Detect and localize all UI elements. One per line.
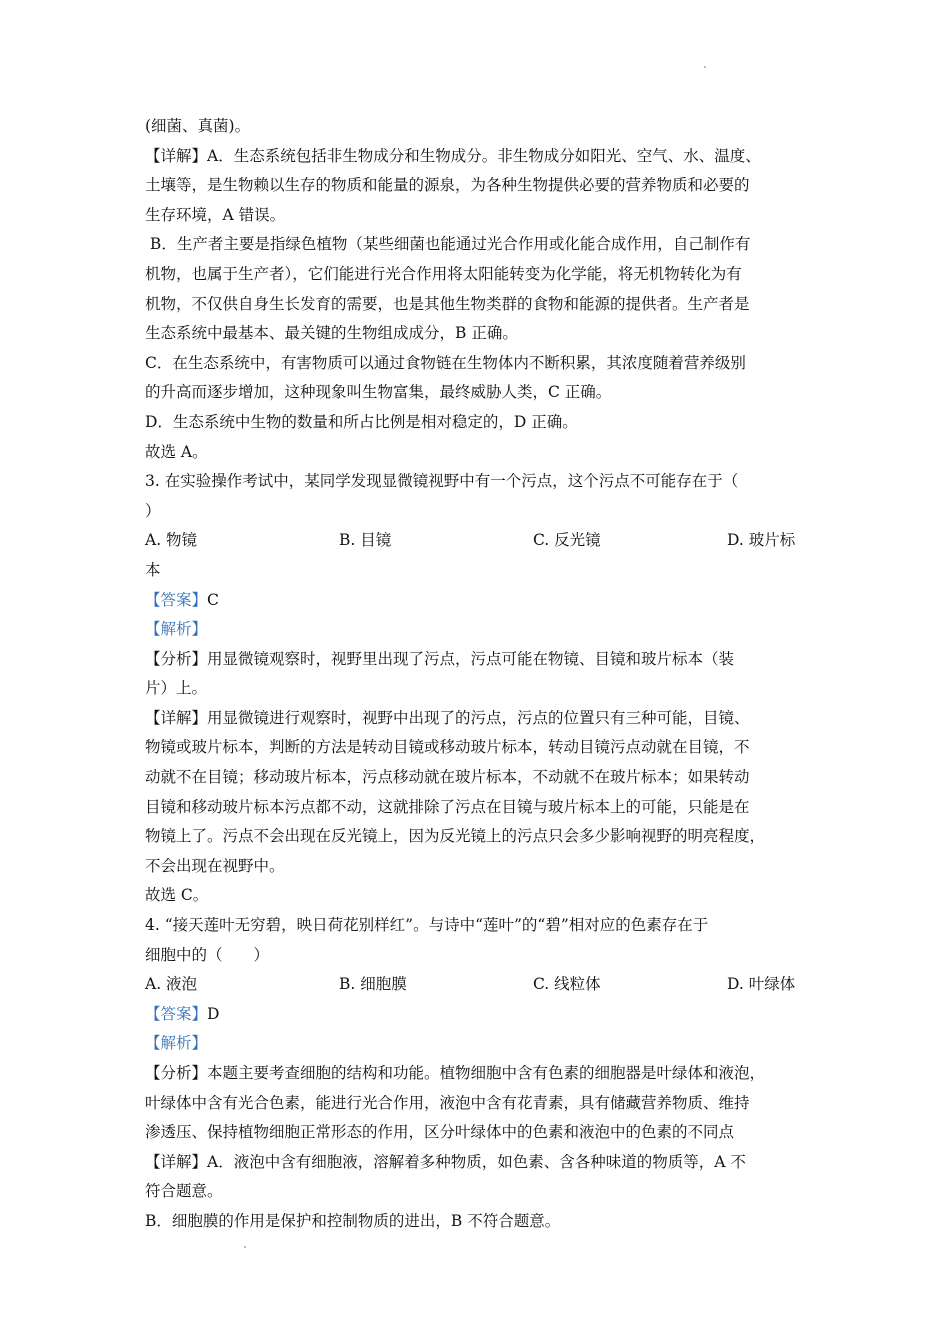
question-4-stem: 4. “接天莲叶无穷碧，映日荷花别样红”。与诗中“莲叶”的“碧”相对应的色素存在于 [145, 916, 709, 935]
page-mark-top [704, 66, 706, 68]
text-line: C．在生态系统中，有害物质可以通过食物链在生物体内不断积累，其浓度随着营养级别 [145, 353, 746, 372]
answer-label: 【答案】 [145, 590, 208, 609]
question-4-answer [145, 1000, 810, 1030]
analysis-label: 【解析】 [145, 620, 208, 639]
document-page [145, 112, 810, 1237]
text-line: (细菌、真菌)。 [145, 117, 251, 135]
text-line: 渗透压、保持植物细胞正常形态的作用，区分叶绿体中的色素和液泡中的色素的不同点 [145, 1123, 735, 1142]
text-line: 【分析】本题主要考查细胞的结构和功能。植物细胞中含有色素的细胞器是叶绿体和液泡， [145, 1064, 766, 1082]
text-line: 物镜或玻片标本，判断的方法是转动目镜或移动玻片标本，转动目镜污点动就在目镜，不 [145, 738, 750, 757]
option-c: C. 线粒体 [533, 975, 601, 994]
option-b: B. 目镜 [339, 531, 392, 550]
option-a: A. 物镜 [145, 531, 198, 550]
text-line: 【详解】A．生态系统包括非生物成分和生物成分。非生物成分如阳光、空气、水、温度、 [145, 146, 761, 165]
option-d-wrap: 本 [145, 560, 161, 579]
text-line: 故选 A。 [145, 442, 208, 461]
text-line: 目镜和移动玻片标本污点都不动，这就排除了污点在目镜与玻片标本上的可能，只能是在 [145, 797, 750, 816]
option-b: B. 细胞膜 [339, 975, 407, 994]
option-d: D. 叶绿体 [727, 975, 796, 994]
question-3-stem-end: ） [145, 501, 161, 520]
question-3-options [145, 526, 810, 556]
text-line: D．生态系统中生物的数量和所占比例是相对稳定的，D 正确。 [145, 412, 578, 431]
text-line: 生态系统中最基本、最关键的生物组成成分，B 正确。 [145, 324, 518, 343]
text-line: 机物，也属于生产者），它们能进行光合作用将太阳能转变为化学能，将无机物转化为有 [145, 264, 742, 283]
text-line: 【分析】用显微镜观察时，视野里出现了污点，污点可能在物镜、目镜和玻片标本（装 [145, 649, 735, 668]
text-line: 物镜上了。污点不会出现在反光镜上，因为反光镜上的污点只会多少影响视野的明亮程度， [145, 827, 766, 846]
question-4-stem-end: 细胞中的（ ） [145, 945, 270, 964]
page-mark-bottom [244, 1246, 246, 1248]
question-3-stem: 3. 在实验操作考试中，某同学发现显微镜视野中有一个污点，这个污点不可能存在于（ [145, 472, 739, 491]
text-line: 故选 C。 [145, 886, 209, 905]
question-3-answer [145, 586, 810, 616]
text-line: 机物，不仅供自身生长发育的需要，也是其他生物类群的食物和能源的提供者。生产者是 [145, 294, 750, 313]
text-line: 生存环境，A 错误。 [145, 205, 286, 224]
option-d: D. 玻片标 [727, 531, 796, 550]
text-line: B．细胞膜的作用是保护和控制物质的进出，B 不符合题意。 [145, 1211, 561, 1230]
text-line: 片）上。 [145, 679, 208, 698]
text-line: 叶绿体中含有光合色素，能进行光合作用，液泡中含有花青素，具有储藏营养物质、维持 [145, 1093, 750, 1112]
text-line: 【详解】A．液泡中含有细胞液，溶解着多种物质，如色素、含各种味道的物质等，A 不 [145, 1152, 746, 1171]
option-a: A. 液泡 [145, 975, 198, 994]
text-line: B．生产者主要是指绿色植物（某些细菌也能通过光合作用或化能合成作用，自己制作有 [145, 235, 751, 254]
answer-value: D [207, 1004, 220, 1023]
text-line: 【详解】用显微镜进行观察时，视野中出现了的污点，污点的位置只有三种可能，目镜、 [145, 708, 750, 727]
text-line: 动就不在目镜；移动玻片标本，污点移动就在玻片标本，不动就不在玻片标本；如果转动 [145, 768, 750, 787]
question-4-options [145, 970, 810, 1000]
text-line: 不会出现在视野中。 [145, 856, 285, 875]
answer-label: 【答案】 [145, 1004, 208, 1023]
answer-value: C [207, 590, 219, 609]
analysis-label: 【解析】 [145, 1034, 208, 1053]
text-line: 的升高而逐步增加，这种现象叫生物富集，最终威胁人类，C 正确。 [145, 383, 612, 402]
text-line: 符合题意。 [145, 1182, 223, 1201]
text-line: 土壤等，是生物赖以生存的物质和能量的源泉，为各种生物提供必要的营养物质和必要的 [145, 176, 750, 195]
option-c: C. 反光镜 [533, 531, 601, 550]
